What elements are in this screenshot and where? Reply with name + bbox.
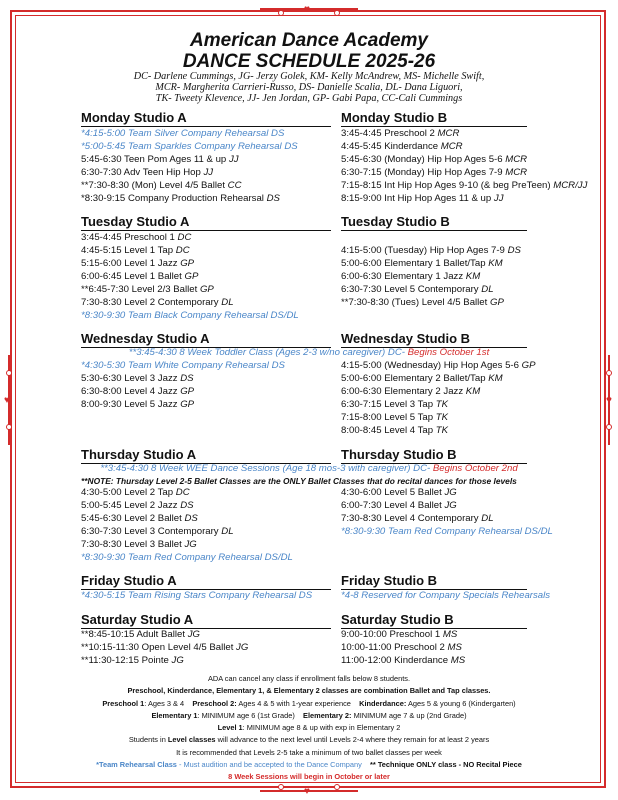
class-time-title: 6:00-6:45 Level 1 Ballet <box>81 271 182 282</box>
instructor-tag: KM <box>488 373 503 384</box>
instructor-tag: GP <box>489 297 504 308</box>
instructor-tag: JG <box>171 655 184 666</box>
class-time-title: *4:30-5:30 Team White Company Rehearsal <box>81 360 269 371</box>
class-entry <box>341 153 601 166</box>
class-entry <box>341 372 601 385</box>
monday-studio-a-list <box>81 127 336 205</box>
class-entry <box>81 628 336 641</box>
class-entry <box>81 283 336 296</box>
class-time-title: **10:15-11:30 Open Level 4/5 Ballet <box>81 642 234 653</box>
class-entry <box>341 525 601 538</box>
footer-line: Preschool, Kinderdance, Elementary 1, & Elementary 2 classes are combination Ballet and Tap classes. <box>127 686 491 696</box>
heart-icon: ♥ <box>4 395 10 406</box>
saturday-studio-a-list <box>81 628 336 667</box>
class-time-title: 6:30-7:15 (Monday) Hip Hop Ages 7-9 <box>341 167 503 178</box>
class-time-title: 7:15-8:15 Int Hip Hop Ages 9-10 (& beg PreTeen) <box>341 180 551 191</box>
circle-ornament-icon <box>278 10 284 16</box>
staff-line: MCR- Margherita Carrieri-Russo, DS- Danielle Scalia, DL- Dana Liguori, <box>155 82 463 93</box>
class-entry <box>81 270 336 283</box>
wednesday-toddler-note: **3:45-4:30 8 Week Toddler Class (Ages 2-3 w/no caregiver) DC- Begins October 1st <box>128 347 490 358</box>
class-time-title: 5:00-6:00 Elementary 1 Ballet/Tap <box>341 258 486 269</box>
thursday-ballet-note: **NOTE: Thursday Level 2-5 Ballet Classes are the ONLY Ballet Classes that do recital dances for those levels <box>81 476 517 486</box>
class-time-title: 3:45-4:45 Preschool 1 <box>81 232 175 243</box>
instructor-tag: JG <box>444 500 457 511</box>
class-entry <box>81 359 336 372</box>
thursday-wee-dance-note: **3:45-4:30 8 Week WEE Dance Sessions (Age 18 mos-3 with caregiver) DC- Begins October 2nd <box>100 463 518 474</box>
friday-studio-a-list <box>81 589 336 602</box>
class-time-title: 10:00-11:00 Preschool 2 <box>341 642 445 653</box>
footer-line: ADA can cancel any class if enrollment falls below 8 students. <box>207 674 411 683</box>
class-time-title: 7:30-8:30 Level 3 Ballet <box>81 539 182 550</box>
footer-line: *Team Rehearsal Class - Must audition and be accepted to the Dance Company ** Technique ONLY class - NO Recital Piece <box>96 760 522 770</box>
class-entry <box>81 296 336 309</box>
class-time-title: **6:45-7:30 Level 2/3 Ballet <box>81 284 198 295</box>
thursday-studio-a-heading: Thursday Studio A <box>81 447 331 464</box>
friday-studio-a-heading: Friday Studio A <box>81 573 331 590</box>
class-time-title: 6:30-7:15 Level 3 Tap <box>341 399 434 410</box>
instructor-tag: DL <box>221 297 234 308</box>
class-time-title: **7:30-8:30 (Tues) Level 4/5 Ballet <box>341 297 488 308</box>
class-entry <box>341 283 601 296</box>
friday-studio-b-heading: Friday Studio B <box>341 573 527 590</box>
wednesday-studio-a-list <box>81 359 336 411</box>
class-entry <box>81 166 336 179</box>
class-time-title: *4:30-5:15 Team Rising Stars Company Rehearsal <box>81 590 297 601</box>
class-time-title: 4:15-5:00 (Wednesday) Hip Hop Ages 5-6 <box>341 360 519 371</box>
class-time-title: 5:45-6:30 (Monday) Hip Hop Ages 5-6 <box>341 154 503 165</box>
instructor-tag: JG <box>187 629 200 640</box>
instructor-tag: DS <box>184 513 198 524</box>
instructor-tag: MS <box>442 629 458 640</box>
wednesday-studio-b-heading: Wednesday Studio B <box>341 331 527 348</box>
circle-ornament-icon <box>334 784 340 790</box>
class-entry <box>341 486 601 499</box>
instructor-tag: JG <box>236 642 249 653</box>
class-time-title: 8:00-9:30 Level 5 Jazz <box>81 399 178 410</box>
instructor-tag: DS <box>271 128 285 139</box>
footer-notes <box>20 673 598 784</box>
instructor-tag: GP <box>521 360 536 371</box>
class-entry <box>81 244 336 257</box>
class-time-title: 6:30-7:30 Level 5 Contemporary <box>341 284 479 295</box>
circle-ornament-icon <box>6 424 12 430</box>
class-entry <box>341 628 601 641</box>
footer-line: It is recommended that Levels 2-5 take a minimum of two ballet classes per week <box>176 747 442 757</box>
class-entry <box>81 589 336 602</box>
instructor-tag: DS <box>298 590 313 601</box>
class-entry <box>341 424 601 437</box>
class-time-title: 8:00-8:45 Level 4 Tap <box>341 425 434 436</box>
instructor-tag: TK <box>435 399 449 410</box>
class-time-title: *8:30-9:30 Team Red Company Rehearsal DS/DL <box>341 526 553 537</box>
class-entry <box>81 309 336 322</box>
instructor-tag: GP <box>180 399 195 410</box>
class-entry <box>341 589 601 602</box>
circle-ornament-icon <box>278 784 284 790</box>
instructor-tag: DC <box>177 232 192 243</box>
instructor-tag: JJ <box>228 154 239 165</box>
class-time-title: 4:45-5:15 Level 1 Tap <box>81 245 174 256</box>
heart-icon: ♥ <box>606 395 612 406</box>
instructor-tag: DC <box>175 487 190 498</box>
class-entry <box>81 654 336 667</box>
tuesday-studio-a-heading: Tuesday Studio A <box>81 214 331 231</box>
class-entry <box>81 385 336 398</box>
class-entry <box>341 499 601 512</box>
class-time-title: 3:45-4:45 Preschool 2 <box>341 128 435 139</box>
thursday-studio-a-list <box>81 486 336 564</box>
circle-ornament-icon <box>6 370 12 376</box>
footer-line: 8 Week Sessions will begin in October or later <box>228 772 390 782</box>
class-entry <box>341 244 601 257</box>
instructor-tag: DS <box>266 193 280 204</box>
saturday-studio-b-heading: Saturday Studio B <box>341 612 527 629</box>
staff-line: DC- Darlene Cummings, JG- Jerzy Golek, KM- Kelly McAndrew, MS- Michelle Swift, <box>133 71 485 82</box>
class-time-title: 6:30-7:30 Level 3 Contemporary <box>81 526 219 537</box>
class-time-title: *8:30-9:30 Team Black Company Rehearsal <box>81 310 268 321</box>
instructor-tag: JG <box>444 487 457 498</box>
class-entry <box>81 512 336 525</box>
class-entry <box>341 140 601 153</box>
instructor-tag: DL <box>221 526 234 537</box>
instructor-tag: DS <box>284 141 298 152</box>
class-time-title: 7:30-8:30 Level 2 Contemporary <box>81 297 219 308</box>
class-entry <box>341 654 601 667</box>
footer-line: Students in Level classes will advance to the next level until Levels 2-4 where they remain for at least 2 years <box>128 735 490 745</box>
class-entry <box>81 257 336 270</box>
instructor-tag: KM <box>465 271 481 282</box>
class-entry <box>341 127 601 140</box>
instructor-tag: KM <box>465 386 481 397</box>
class-entry <box>341 179 601 192</box>
circle-ornament-icon <box>334 10 340 16</box>
thursday-studio-b-heading: Thursday Studio B <box>341 447 527 464</box>
class-entry <box>81 641 336 654</box>
monday-studio-b-list <box>341 127 601 205</box>
class-time-title: 4:45-5:45 Kinderdance <box>341 141 439 152</box>
heart-icon: ♥ <box>304 786 310 797</box>
instructor-tag: GP <box>199 284 214 295</box>
class-entry <box>341 512 601 525</box>
instructor-tag: TK <box>435 425 449 436</box>
class-entry <box>341 166 601 179</box>
class-entry <box>341 270 601 283</box>
class-time-title: 6:00-6:30 Elementary 2 Jazz <box>341 386 464 397</box>
class-time-title: 5:45-6:30 Level 2 Ballet <box>81 513 182 524</box>
class-time-title: *4-8 Reserved for Company Specials Rehearsals <box>341 590 551 601</box>
class-entry <box>81 153 336 166</box>
staff-legend <box>60 71 558 104</box>
class-entry <box>81 127 336 140</box>
class-time-title: 5:00-5:45 Level 2 Jazz <box>81 500 178 511</box>
instructor-tag: JG <box>184 539 197 550</box>
instructor-tag: JJ <box>203 167 214 178</box>
page-title: American Dance Academy <box>190 30 428 51</box>
instructor-tag: GP <box>180 386 195 397</box>
monday-studio-a-heading: Monday Studio A <box>81 110 331 127</box>
class-entry <box>81 486 336 499</box>
thursday-studio-b-list <box>341 486 601 538</box>
class-entry <box>81 179 336 192</box>
heart-icon: ♥ <box>304 4 310 15</box>
class-entry <box>81 398 336 411</box>
wednesday-studio-b-list <box>341 359 601 437</box>
class-time-title: 5:15-6:00 Level 1 Jazz <box>81 258 178 269</box>
instructor-tag: MCR <box>437 128 460 139</box>
instructor-tag: DS <box>180 373 194 384</box>
class-time-title: 4:30-6:00 Level 5 Ballet <box>341 487 442 498</box>
class-time-title: 5:45-6:30 Teen Pom Ages 11 & up <box>81 154 227 165</box>
wednesday-studio-a-heading: Wednesday Studio A <box>81 331 331 348</box>
class-entry <box>81 538 336 551</box>
class-time-title: 5:30-6:30 Level 3 Jazz <box>81 373 178 384</box>
class-time-title: 8:15-9:00 Int Hip Hop Ages 11 & up <box>341 193 492 204</box>
footer-line: Elementary 1: MINIMUM age 6 (1st Grade) Elementary 2: MINIMUM age 7 & up (2nd Grade) <box>151 710 467 720</box>
instructor-tag: MCR <box>505 167 528 178</box>
class-time-title: 7:15-8:00 Level 5 Tap <box>341 412 434 423</box>
instructor-tag: CC <box>227 180 242 191</box>
class-entry <box>81 192 336 205</box>
instructor-tag: MCR/JJ <box>553 180 588 191</box>
saturday-studio-a-heading: Saturday Studio A <box>81 612 331 629</box>
class-time-title: 4:15-5:00 (Tuesday) Hip Hop Ages 7-9 <box>341 245 505 256</box>
instructor-tag: DL <box>481 513 494 524</box>
tuesday-studio-a-list <box>81 231 336 322</box>
class-time-title: 5:00-6:00 Elementary 2 Ballet/Tap <box>341 373 486 384</box>
footer-line: Preschool 1: Ages 3 & 4 Preschool 2: Ages 4 & 5 with 1-year experience Kinderdance: Ages 5 & young 6 (Kindergarten) <box>102 698 516 708</box>
class-time-title: *8:30-9:15 Company Production Rehearsal <box>81 193 264 204</box>
instructor-tag: GP <box>180 258 195 269</box>
class-time-title: 9:00-10:00 Preschool 1 <box>341 629 441 640</box>
instructor-tag: DC <box>175 245 190 256</box>
instructor-tag: MCR <box>505 154 528 165</box>
class-entry <box>341 257 601 270</box>
instructor-tag: JJ <box>493 193 504 204</box>
instructor-tag: DS <box>271 360 285 371</box>
class-entry <box>341 296 601 309</box>
class-entry <box>341 411 601 424</box>
instructor-tag: GP <box>184 271 199 282</box>
instructor-tag: MCR <box>440 141 463 152</box>
instructor-tag: DS/DL <box>270 310 299 321</box>
class-time-title: 6:30-7:30 Adv Teen Hip Hop <box>81 167 201 178</box>
class-time-title: 6:00-7:30 Level 4 Ballet <box>341 500 442 511</box>
class-entry <box>81 140 336 153</box>
instructor-tag: DS <box>180 500 194 511</box>
circle-ornament-icon <box>606 424 612 430</box>
class-time-title: 6:00-6:30 Elementary 1 Jazz <box>341 271 464 282</box>
footer-line: Level 1: MINIMUM age 8 & up with exp in Elementary 2 <box>217 723 401 733</box>
class-time-title: *8:30-9:30 Team Red Company Rehearsal DS/DL <box>81 552 293 563</box>
class-time-title: 6:30-8:00 Level 4 Jazz <box>81 386 178 397</box>
class-entry <box>81 231 336 244</box>
instructor-tag: DL <box>481 284 494 295</box>
class-time-title: *4:15-5:00 Team Silver Company Rehearsal <box>81 128 269 139</box>
class-time-title: 7:30-8:30 Level 4 Contemporary <box>341 513 479 524</box>
class-entry <box>341 192 601 205</box>
class-entry <box>81 525 336 538</box>
class-entry <box>341 398 601 411</box>
tuesday-studio-b-heading: Tuesday Studio B <box>341 214 527 231</box>
staff-line: TK- Tweety Klevence, JJ- Jen Jordan, GP- Gabi Papa, CC-Cali Cummings <box>155 93 463 104</box>
monday-studio-b-heading: Monday Studio B <box>341 110 527 127</box>
tuesday-studio-b-list <box>341 244 601 309</box>
class-time-title: 4:30-5:00 Level 2 Tap <box>81 487 174 498</box>
class-time-title: **7:30-8:30 (Mon) Level 4/5 Ballet <box>81 180 225 191</box>
class-time-title: **11:30-12:15 Pointe <box>81 655 169 666</box>
saturday-studio-b-list <box>341 628 601 667</box>
class-entry <box>341 385 601 398</box>
class-time-title: **8:45-10:15 Adult Ballet <box>81 629 186 640</box>
class-entry <box>81 499 336 512</box>
friday-studio-b-list <box>341 589 601 602</box>
class-entry <box>341 641 601 654</box>
class-time-title: *5:00-5:45 Team Sparkles Company Rehearsal <box>81 141 282 152</box>
circle-ornament-icon <box>606 370 612 376</box>
instructor-tag: MS <box>450 655 466 666</box>
instructor-tag: KM <box>488 258 503 269</box>
instructor-tag: MS <box>447 642 462 653</box>
page-subtitle: DANCE SCHEDULE 2025-26 <box>182 51 436 72</box>
instructor-tag: DS <box>507 245 521 256</box>
class-time-title: 11:00-12:00 Kinderdance <box>341 655 449 666</box>
instructor-tag: TK <box>435 412 449 423</box>
class-entry <box>81 372 336 385</box>
class-entry <box>81 551 336 564</box>
class-entry <box>341 359 601 372</box>
